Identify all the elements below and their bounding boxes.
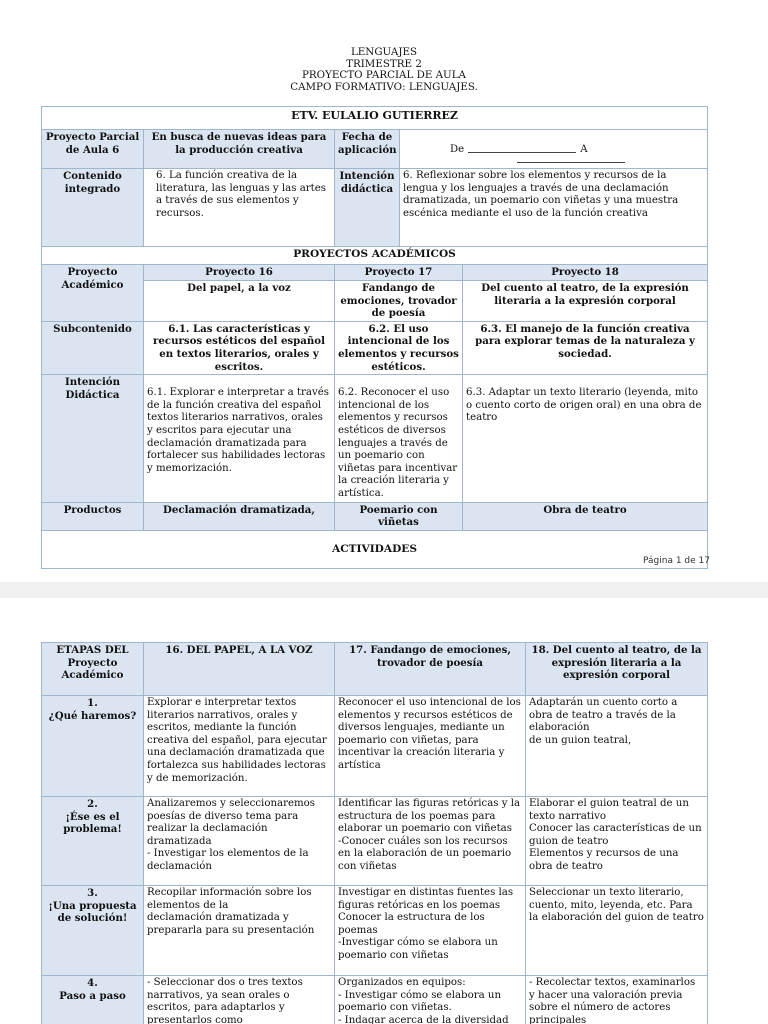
fecha-blank-2 [517,157,625,163]
stage-cell [42,886,144,976]
project-16-intencion: 6.1. Explorar e interpretar a través de la función creativa del español textos literarios narrativos, orales y escritos para ejecutar una declamación dramatizada para fortalecer sus habilidades lectoras y memorización. [144,375,335,502]
project-16-number: Proyecto 16 [144,265,335,281]
header-line-3: PROYECTO PARCIAL DE AULA [302,69,466,81]
stage-number: 4. [87,977,98,989]
activities-table [41,642,708,1024]
table-row [42,976,708,1024]
page-2 [0,598,768,1024]
proyectos-heading: PROYECTOS ACADÉMICOS [42,247,708,265]
col-header-16: 16. DEL PAPEL, A LA VOZ [144,643,335,696]
productos-label: Productos [42,502,144,530]
table-row [42,696,708,797]
fecha-label: Fecha de aplicación [335,130,400,169]
stage-title: ¿Qué haremos? [48,709,137,722]
stage-1-p17: Reconocer el uso intencional de los elementos y recursos estéticos de diversos lenguajes, mediante un poemario con viñetas, para incentivar la creación literaria y artística [335,696,526,797]
intencion-didactica-label: Intención Didáctica [42,375,144,502]
project-17-subcontenido: 6.2. El uso intencional de los elementos y recursos estéticos. [335,321,463,374]
document-header [0,47,768,93]
header-line-1: LENGUAJES [350,46,418,58]
project-17-name: Fandango de emociones, trovador de poesía [335,281,463,322]
page-number: Página 1 de 17 [643,556,710,566]
stage-1-p18: Adaptarán un cuento corto a obra de teatro a través de la elaboración de un guion teatral, [526,696,708,797]
project-17-producto: Poemario con viñetas [335,502,463,530]
stage-4-p17: Organizados en equipos: - Investigar cómo se elabora un poemario con viñetas. - Indagar acerca de la diversidad [335,976,526,1024]
project-18-subcontenido: 6.3. El manejo de la función creativa para explorar temas de la naturaleza y sociedad. [463,321,708,374]
proyecto-parcial-title: En busca de nuevas ideas para la producción creativa [144,130,335,169]
fecha-a: A [580,144,588,155]
table-row [42,886,708,976]
actividades-heading: ACTIVIDADES [42,530,708,568]
stage-3-p16: Recopilar información sobre los elementos de la declamación dramatizada y prepararla para su presentación [144,886,335,976]
stage-3-p17: Investigar en distintas fuentes las figuras retóricas en los poemas Conocer la estructura de los poemas -Investigar cómo se elabora un poemario con viñetas [335,886,526,976]
proyecto-parcial-label: Proyecto Parcial de Aula 6 [42,130,144,169]
col-header-17: 17. Fandango de emociones, trovador de poesía [335,643,526,696]
stage-number: 1. [87,697,98,709]
stage-number: 2. [87,798,98,810]
stage-cell [42,797,144,886]
stage-cell [42,696,144,797]
fecha-de: De [450,144,465,155]
table-row [42,797,708,886]
stage-title: ¡Una propuesta de solución! [48,899,137,925]
contenido-label: Contenido integrado [42,169,144,247]
project-17-intencion: 6.2. Reconocer el uso intencional de los elementos y recursos estéticos de diversos lenguajes a través de un poemario con viñetas para incentivar la creación literaria y artística. [335,375,463,502]
project-16-name: Del papel, a la voz [144,281,335,322]
subcontenido-label: Subcontenido [42,321,144,374]
project-18-number: Proyecto 18 [463,265,708,281]
proyecto-academico-label: Proyecto Académico [42,265,144,322]
col-header-etapas: ETAPAS DEL Proyecto Académico [42,643,144,696]
project-table [41,106,708,569]
fecha-field [400,130,708,169]
stage-2-p17: Identificar las figuras retóricas y la estructura de los poemas para elaborar un poemario con viñetas -Conocer cuáles son los recursos en la elaboración de un poemario con viñetas [335,797,526,886]
header-line-4: CAMPO FORMATIVO: LENGUAJES. [290,80,478,93]
stage-title: Paso a paso [59,989,126,1002]
stage-3-p18: Seleccionar un texto literario, cuento, mito, leyenda, etc. Para la elaboración del guion de teatro [526,886,708,976]
project-17-number: Proyecto 17 [335,265,463,281]
project-18-intencion: 6.3. Adaptar un texto literario (leyenda, mito o cuento corto de origen oral) en una obra de teatro [463,375,708,502]
stage-4-p18: - Recolectar textos, examinarlos y hacer una valoración previa sobre el número de actores principales [526,976,708,1024]
stage-title: ¡Ése es el problema! [63,810,122,836]
stage-2-p16: Analizaremos y seleccionaremos poesías de diverso tema para realizar la declamación dramatizada - Investigar los elementos de la declamación [144,797,335,886]
school-name: ETV. EULALIO GUTIERREZ [42,107,708,130]
project-16-producto: Declamación dramatizada, [144,502,335,530]
contenido-text: 6. La función creativa de la literatura, las lenguas y las artes a través de sus elementos y recursos. [144,169,335,247]
col-header-18: 18. Del cuento al teatro, de la expresión literaria a la expresión corporal [526,643,708,696]
header-line-2: TRIMESTRE 2 [346,57,422,70]
stage-2-p18: Elaborar el guion teatral de un texto narrativo Conocer las características de un guion de teatro Elementos y recursos de una obra de teatro [526,797,708,886]
fecha-blank-1 [468,142,576,153]
stage-1-p16: Explorar e interpretar textos literarios narrativos, orales y escritos, mediante la función creativa del español, para ejecutar una declamación dramatizada que fortalezca sus habilidades lectoras y de memorización. [144,696,335,797]
intencion-label: Intención didáctica [335,169,400,247]
stage-number: 3. [87,887,98,899]
intencion-text: 6. Reflexionar sobre los elementos y recursos de la lengua y los lenguajes a través de una declamación dramatizada, un poemario con viñetas y una muestra escénica mediante el uso de la función creativa [400,169,708,247]
project-16-subcontenido: 6.1. Las características y recursos estéticos del español en textos literarios, orales y escritos. [144,321,335,374]
project-18-name: Del cuento al teatro, de la expresión literaria a la expresión corporal [463,281,708,322]
stage-4-p16: - Seleccionar dos o tres textos narrativos, ya sean orales o escritos, para adaptarlos y presentarlos como [144,976,335,1024]
stage-cell [42,976,144,1024]
project-18-producto: Obra de teatro [463,502,708,530]
